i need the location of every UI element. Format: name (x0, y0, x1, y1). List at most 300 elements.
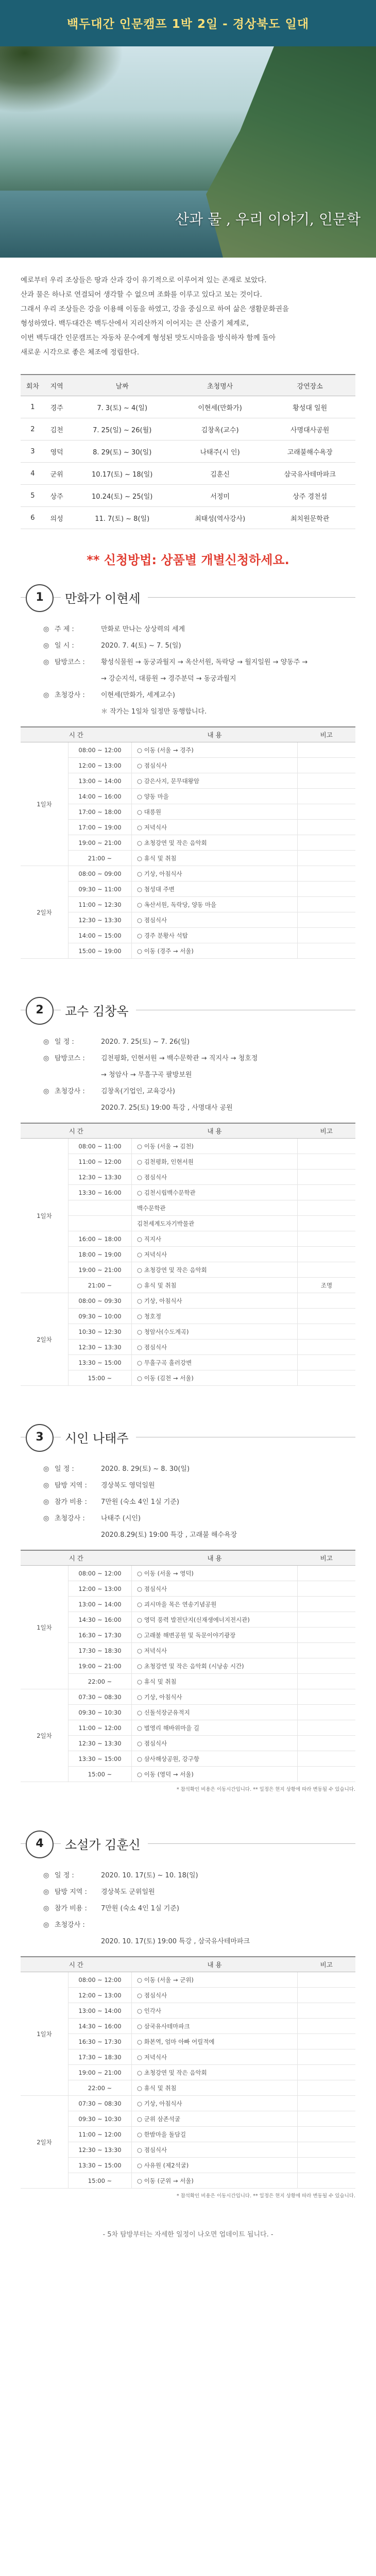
section-info (21, 1025, 355, 1114)
info-key: 참가 비용 : (55, 1905, 87, 1912)
info-key: 탐방 지역 : (55, 1888, 87, 1896)
note-cell (298, 835, 356, 851)
section-title: 교수 김창옥 (61, 1001, 136, 1019)
note-cell (298, 1370, 356, 1386)
location-cell: 김훈신 (176, 463, 264, 485)
activity-cell: ○ 신돌석장군유적지 (132, 1705, 298, 1720)
time-cell: 09:30 ~ 10:30 (69, 2111, 132, 2127)
activity-cell: ○ 휴식 및 취침 (132, 851, 298, 866)
time-cell: 11:00 ~ 12:00 (69, 1720, 132, 1736)
note-cell (298, 1988, 356, 2003)
schedule-row (21, 789, 355, 804)
info-value: → 청암사 → 무흘구곡 팔방보원 (101, 1071, 192, 1079)
activity-cell: ○ 이동 (영덕 → 서울) (132, 1767, 298, 1782)
section-heading (21, 1828, 355, 1858)
program-section (21, 1422, 355, 1792)
time-cell: 12:30 ~ 13:30 (69, 1340, 132, 1355)
schedule-table (21, 726, 355, 959)
note-cell (298, 1340, 356, 1355)
schedule-row (21, 943, 355, 959)
schedule-row (21, 882, 355, 897)
schedule-row (21, 1643, 355, 1658)
section-info (21, 1858, 355, 1948)
note-cell (298, 1216, 356, 1231)
note-cell (298, 1200, 356, 1216)
activity-cell: ○ 벌영리 해바위마을 길 (132, 1720, 298, 1736)
schedule-row (21, 1216, 355, 1231)
schedule-row (21, 2049, 355, 2065)
schedule-row (21, 2080, 355, 2096)
header-cell: 지역 (45, 375, 69, 396)
schedule-row (21, 773, 355, 789)
location-cell: 황성대 일원 (264, 396, 355, 418)
activity-cell: ○ 옥산서원, 독락당, 양동 마을 (132, 897, 298, 912)
time-cell: 08:00 ~ 09:30 (69, 1293, 132, 1309)
activity-cell: ○ 점심식사 (132, 912, 298, 928)
activity-cell: ○ 삼사해상공원, 강구항 (132, 1751, 298, 1767)
header-cell: 강연장소 (264, 375, 355, 396)
bullet-icon (43, 1529, 55, 1541)
location-cell: 사명대사공원 (264, 418, 355, 440)
day-cell: 2일차 (21, 866, 69, 959)
bullet-icon: ◎ (43, 642, 49, 650)
location-cell: 11. 7(토) ~ 8(일) (69, 507, 176, 529)
info-value: 김천평화, 인현서원 → 백수문학관 → 직지사 → 청호정 (101, 1055, 258, 1062)
time-cell: 12:00 ~ 13:00 (69, 758, 132, 773)
activity-cell: ○ 휴식 및 취침 (132, 1278, 298, 1293)
location-cell: 8. 29(토) ~ 30(일) (69, 440, 176, 463)
activity-cell: ○ 이동 (서울 → 경주) (132, 742, 298, 758)
info-value: 2020. 7. 4(토) ~ 7. 5(일) (101, 642, 181, 650)
schedule-row (21, 1720, 355, 1736)
note-cell (298, 1262, 356, 1278)
time-cell: 07:30 ~ 08:30 (69, 2096, 132, 2111)
activity-cell: ○ 점심식사 (132, 1581, 298, 1597)
activity-cell: ○ 삼국유사테마파크 (132, 2019, 298, 2034)
note-cell (298, 1293, 356, 1309)
location-cell: 삼국유사테마파크 (264, 463, 355, 485)
activity-cell: ○ 점심식사 (132, 1988, 298, 2003)
time-cell: 11:00 ~ 12:00 (69, 1154, 132, 1170)
time-cell: 09:30 ~ 10:00 (69, 1309, 132, 1324)
activity-cell: ○ 양동 마을 (132, 789, 298, 804)
info-key: 일 정 : (55, 1465, 74, 1473)
time-cell: 17:30 ~ 18:30 (69, 1643, 132, 1658)
schedule-footnote: * 참석확인 비용은 이동시간입니다. ** 일정은 현지 상황에 따라 변동될 수 있습니다. (176, 1787, 355, 1792)
bullet-icon (43, 673, 55, 685)
section-title: 시인 나태주 (61, 1428, 136, 1446)
note-cell (298, 1751, 356, 1767)
schedule-row (21, 2065, 355, 2080)
note-cell (298, 1324, 356, 1340)
time-cell: 10:30 ~ 12:30 (69, 1324, 132, 1340)
hero-caption: 산과 물 , 우리 이야기, 인문학 (175, 211, 361, 228)
activity-cell: ○ 영덕 풍력 발전단지(신재생에너지전시관) (132, 1612, 298, 1628)
activity-cell: ○ 이동 (서울 → 영덕) (132, 1566, 298, 1581)
location-table-body (21, 396, 355, 529)
note-cell (298, 1231, 356, 1247)
schedule-row (21, 1340, 355, 1355)
note-cell (298, 1170, 356, 1185)
section-title: 만화가 이현세 (61, 588, 148, 606)
info-value: 김창옥(기업인, 교육강사) (101, 1088, 175, 1095)
time-cell: 17:30 ~ 18:30 (69, 2049, 132, 2065)
schedule-row (21, 2003, 355, 2019)
time-cell: 21:00 ~ (69, 851, 132, 866)
time-cell: 15:00 ~ 19:00 (69, 943, 132, 959)
section-number-badge: 4 (26, 1831, 54, 1858)
info-value: 7만원 (숙소 4인 1실 기준) (101, 1498, 179, 1506)
info-value: 경상북도 군위일원 (101, 1888, 155, 1896)
info-value: 이현세(만화가, 세계교수) (101, 691, 175, 699)
header-cell: 시 간 (21, 727, 132, 742)
schedule-row (21, 1185, 355, 1200)
schedule-row (21, 1324, 355, 1340)
header-cell: 내 용 (132, 1550, 298, 1566)
time-cell: 19:00 ~ 21:00 (69, 2065, 132, 2080)
schedule-table (21, 1550, 355, 1782)
note-cell (298, 2003, 356, 2019)
header-cell: 비고 (298, 727, 356, 742)
schedule-row (21, 1139, 355, 1154)
location-cell: 이현세(만화가) (176, 396, 264, 418)
time-cell: 19:00 ~ 21:00 (69, 1262, 132, 1278)
schedule-row (21, 928, 355, 943)
info-row (43, 1529, 355, 1541)
section-heading (21, 1422, 355, 1452)
schedule-row (21, 1972, 355, 1988)
time-cell: 14:30 ~ 16:00 (69, 1612, 132, 1628)
time-cell: 14:00 ~ 15:00 (69, 928, 132, 943)
info-key: 초청강사 : (55, 1088, 85, 1095)
info-key: 탐방 지역 : (55, 1482, 87, 1489)
note-cell (298, 2065, 356, 2080)
section-number-badge: 1 (26, 584, 54, 612)
time-cell: 21:00 ~ (69, 1278, 132, 1293)
schedule-row (21, 1751, 355, 1767)
activity-cell: ○ 이동 (군위 → 서울) (132, 2173, 298, 2189)
schedule-row (21, 851, 355, 866)
hero-image (0, 46, 376, 258)
activity-cell: ○ 감은사지, 문무대왕암 (132, 773, 298, 789)
time-cell: 13:00 ~ 14:00 (69, 773, 132, 789)
info-row (43, 1102, 355, 1114)
header-cell: 내 용 (132, 727, 298, 742)
schedule-row (21, 1689, 355, 1705)
activity-cell: ○ 저녁식사 (132, 2049, 298, 2065)
location-cell: 김천 (45, 418, 69, 440)
header-cell: 회차 (21, 375, 45, 396)
location-cell: 서정미 (176, 485, 264, 507)
info-key: 초청강사 : (55, 691, 85, 699)
info-value: 2020.8.29(토) 19:00 특강 , 고래불 해수욕장 (101, 1531, 237, 1539)
intro-line: 이번 백두대간 인문캠프는 자동차 문수에게 형성된 맛도시마을을 방식하자 함께 돌아 (21, 334, 276, 342)
day-cell: 1일차 (21, 1566, 69, 1689)
activity-cell: ○ 기상, 아침식사 (132, 1689, 298, 1705)
info-row (43, 656, 355, 669)
info-row (43, 640, 355, 652)
location-cell: 상주 경천섬 (264, 485, 355, 507)
schedule-row (21, 1370, 355, 1386)
info-row (43, 1903, 355, 1915)
bullet-icon: ◎ (43, 1055, 49, 1062)
time-cell: 16:30 ~ 17:30 (69, 1628, 132, 1643)
time-cell: 16:30 ~ 17:30 (69, 2034, 132, 2049)
bullet-icon: ◎ (43, 658, 49, 666)
location-cell: 3 (21, 440, 45, 463)
schedule-row (21, 866, 355, 882)
activity-cell: ○ 청암사(수도계곡) (132, 1324, 298, 1340)
schedule-row (21, 1767, 355, 1782)
header-cell: 내 용 (132, 1123, 298, 1139)
info-row (43, 1069, 355, 1081)
note-cell (298, 2080, 356, 2096)
program-section (21, 582, 355, 959)
bullet-icon: ◎ (43, 1498, 49, 1506)
activity-cell: ○ 김천평화, 인현서원 (132, 1154, 298, 1170)
schedule-row (21, 804, 355, 820)
info-row (43, 689, 355, 702)
location-cell: 김창옥(교수) (176, 418, 264, 440)
time-cell: 08:00 ~ 11:00 (69, 1139, 132, 1154)
note-cell (298, 742, 356, 758)
note-cell (298, 789, 356, 804)
schedule-row (21, 1658, 355, 1674)
schedule-row (21, 2096, 355, 2111)
info-row (43, 1480, 355, 1492)
location-cell: 최태성(역사강사) (176, 507, 264, 529)
location-cell: 7. 25(일) ~ 26(월) (69, 418, 176, 440)
note-cell (298, 1355, 356, 1370)
time-cell: 17:00 ~ 18:00 (69, 804, 132, 820)
note-cell (298, 912, 356, 928)
section-heading (21, 582, 355, 612)
location-cell: 4 (21, 463, 45, 485)
schedule-footnote: * 참석확인 비용은 이동시간입니다. ** 일정은 현지 상황에 따라 변동될 수 있습니다. (176, 2193, 355, 2199)
bullet-icon: ◎ (43, 625, 49, 633)
info-value: ＊ 작가는 1일차 일정만 동행합니다. (101, 708, 207, 716)
schedule-row (21, 1262, 355, 1278)
location-cell: 나태주(시 인) (176, 440, 264, 463)
page-title: 백두대간 인문캠프 1박 2일 - 경상북도 일대 (66, 18, 310, 31)
info-row (43, 706, 355, 718)
activity-cell: ○ 점심식사 (132, 1736, 298, 1751)
info-row (43, 1463, 355, 1476)
bullet-icon: ◎ (43, 691, 49, 699)
schedule-row (21, 1278, 355, 1293)
time-cell: 22:00 ~ (69, 1674, 132, 1689)
info-value: 황성식물원 → 동궁과월지 → 옥산서원, 독락당 → 월지일원 → 양동주 → (101, 658, 308, 666)
location-row (21, 507, 355, 529)
info-key: 일 정 : (55, 1872, 74, 1879)
info-row (43, 623, 355, 636)
note-cell (298, 2096, 356, 2111)
schedule-row (21, 2019, 355, 2034)
activity-cell: 백수문학관 (132, 1200, 298, 1216)
schedule-table (21, 1123, 355, 1386)
schedule-row (21, 1200, 355, 1216)
time-cell: 07:30 ~ 08:30 (69, 1689, 132, 1705)
time-cell: 22:00 ~ (69, 2080, 132, 2096)
section-heading (21, 995, 355, 1025)
info-value: 경상북도 영덕일원 (101, 1482, 155, 1489)
schedule-header-row (21, 1123, 355, 1139)
info-key: 탐방코스 : (55, 1055, 85, 1062)
schedule-table (21, 1956, 355, 2189)
info-key: 탐방코스 : (55, 658, 85, 666)
bullet-icon (43, 1102, 55, 1114)
note-cell (298, 1612, 356, 1628)
time-cell: 13:30 ~ 16:00 (69, 1185, 132, 1200)
header-cell: 날짜 (69, 375, 176, 396)
time-cell: 14:00 ~ 16:00 (69, 789, 132, 804)
section-info (21, 1452, 355, 1541)
location-cell: 10.17(토) ~ 18(일) (69, 463, 176, 485)
schedule-row (21, 1736, 355, 1751)
time-cell: 15:00 ~ (69, 1767, 132, 1782)
activity-cell: ○ 경주 분황사 석탑 (132, 928, 298, 943)
header-cell: 시 간 (21, 1550, 132, 1566)
note-cell (298, 1736, 356, 1751)
note-cell (298, 1597, 356, 1612)
time-cell: 14:30 ~ 16:00 (69, 2019, 132, 2034)
schedule-row (21, 758, 355, 773)
location-cell: 군위 (45, 463, 69, 485)
location-row (21, 440, 355, 463)
activity-cell: ○ 괴시마을 목은 연송기념공원 (132, 1597, 298, 1612)
activity-cell: ○ 직지사 (132, 1231, 298, 1247)
activity-cell: 김천세계도자기박물관 (132, 1216, 298, 1231)
schedule-row (21, 2111, 355, 2127)
day-cell: 2일차 (21, 2096, 69, 2189)
location-cell: 6 (21, 507, 45, 529)
time-cell: 08:00 ~ 12:00 (69, 1972, 132, 1988)
schedule-row (21, 1674, 355, 1689)
time-cell: 13:30 ~ 15:00 (69, 2158, 132, 2173)
hero-leaves (0, 46, 124, 113)
activity-cell: ○ 저녁식사 (132, 1247, 298, 1262)
schedule-row (21, 1293, 355, 1309)
activity-cell: ○ 김천시립백수문학관 (132, 1185, 298, 1200)
location-cell: 경주 (45, 396, 69, 418)
header-cell: 비고 (298, 1957, 356, 1972)
info-key (55, 1936, 101, 1948)
location-cell: 상주 (45, 485, 69, 507)
note-cell (298, 1674, 356, 1689)
activity-cell: ○ 군위 삼존석굴 (132, 2111, 298, 2127)
intro-line: 새로운 시각으로 좋은 체조에 정립한다. (21, 348, 140, 357)
time-cell: 12:30 ~ 13:30 (69, 1170, 132, 1185)
location-cell: 2 (21, 418, 45, 440)
time-cell: 13:00 ~ 14:00 (69, 1597, 132, 1612)
note-cell: 조명 (298, 1278, 356, 1293)
info-row (43, 1086, 355, 1098)
location-cell: 최치원문학관 (264, 507, 355, 529)
note-cell (298, 1309, 356, 1324)
time-cell: 19:00 ~ 21:00 (69, 1658, 132, 1674)
note-cell (298, 1139, 356, 1154)
activity-cell: ○ 한밤마을 돌담길 (132, 2127, 298, 2142)
note-cell (298, 1705, 356, 1720)
time-cell: 11:00 ~ 12:30 (69, 897, 132, 912)
bullet-icon (43, 706, 55, 718)
schedule-header-row (21, 1957, 355, 1972)
section-number-badge: 3 (26, 1424, 54, 1452)
schedule-row (21, 2127, 355, 2142)
activity-cell: ○ 기상, 아침식사 (132, 866, 298, 882)
info-row (43, 1053, 355, 1065)
note-cell (298, 897, 356, 912)
time-cell: 15:00 ~ (69, 1370, 132, 1386)
info-row (43, 1513, 355, 1525)
note-cell (298, 2111, 356, 2127)
info-row (43, 1870, 355, 1882)
activity-cell: ○ 이동 (경주 → 서울) (132, 943, 298, 959)
bullet-icon: ◎ (43, 1465, 49, 1473)
schedule-row (21, 2034, 355, 2049)
intro-line: 형성하였다. 백두대간은 백두산에서 지리산까지 이어지는 큰 산줄기 체계로, (21, 319, 249, 328)
schedule-row (21, 1597, 355, 1612)
day-cell: 1일차 (21, 1972, 69, 2096)
location-row (21, 485, 355, 507)
info-key (55, 1529, 101, 1541)
note-cell (298, 1658, 356, 1674)
activity-cell: ○ 대릉원 (132, 804, 298, 820)
location-cell: 1 (21, 396, 45, 418)
note-cell (298, 1247, 356, 1262)
sections (0, 582, 376, 2199)
activity-cell: ○ 점심식사 (132, 1340, 298, 1355)
note-cell (298, 866, 356, 882)
note-cell (298, 943, 356, 959)
time-cell: 18:00 ~ 19:00 (69, 1247, 132, 1262)
note-cell (298, 851, 356, 866)
note-cell (298, 1720, 356, 1736)
schedule-row (21, 835, 355, 851)
location-row (21, 463, 355, 485)
info-row (43, 673, 355, 685)
schedule-row (21, 742, 355, 758)
activity-cell: ○ 저녁식사 (132, 1643, 298, 1658)
time-cell: 08:00 ~ 09:00 (69, 866, 132, 882)
info-key: 초청강사 : (55, 1921, 85, 1929)
schedule-row (21, 1628, 355, 1643)
note-cell (298, 1643, 356, 1658)
time-cell: 08:00 ~ 12:00 (69, 1566, 132, 1581)
schedule-row (21, 1154, 355, 1170)
activity-cell: ○ 초청강연 및 작은 음악회 (132, 2065, 298, 2080)
note-cell (298, 773, 356, 789)
time-cell: 09:30 ~ 11:00 (69, 882, 132, 897)
location-cell: 고래불해수욕장 (264, 440, 355, 463)
day-cell: 2일차 (21, 1293, 69, 1386)
schedule-row (21, 1988, 355, 2003)
time-cell: 19:00 ~ 21:00 (69, 835, 132, 851)
info-key (55, 1069, 101, 1081)
activity-cell: ○ 기상, 아침식사 (132, 2096, 298, 2111)
activity-cell: ○ 휴식 및 취침 (132, 2080, 298, 2096)
bullet-icon: ◎ (43, 1888, 49, 1896)
activity-cell: ○ 점심식사 (132, 2142, 298, 2158)
location-cell: 영덕 (45, 440, 69, 463)
bullet-icon: ◎ (43, 1515, 49, 1522)
info-key (55, 706, 101, 718)
activity-cell: ○ 사유원 (제2석굴) (132, 2158, 298, 2173)
activity-cell: ○ 첨성대 주변 (132, 882, 298, 897)
info-key (55, 1102, 101, 1114)
time-cell (69, 1200, 132, 1216)
time-cell: 16:00 ~ 18:00 (69, 1231, 132, 1247)
